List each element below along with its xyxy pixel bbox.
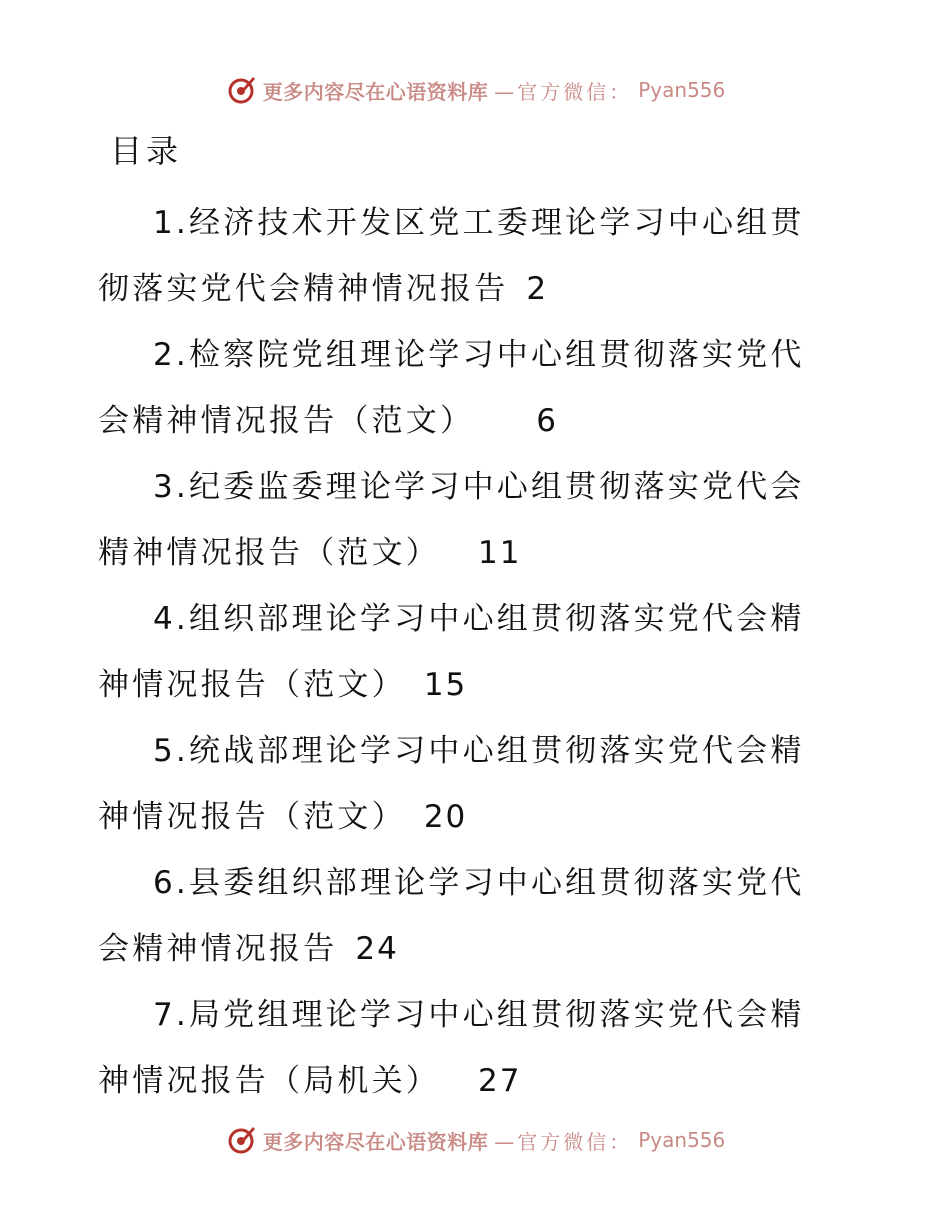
watermark-wechat-id: Pyan556	[638, 1128, 726, 1152]
watermark-text: 更多内容尽在心语资料库	[262, 1129, 489, 1154]
toc-entry-label: 7.局党组理论学习中心组贯彻落实党代会精神情况报告（局机关）	[98, 997, 805, 1099]
toc-entry[interactable]	[98, 190, 838, 322]
toc-entry-label: 2.检察院党组理论学习中心组贯彻落实党代会精神情况报告（范文）	[98, 337, 805, 439]
watermark-text: 更多内容尽在心语资料库	[262, 79, 489, 104]
toc-entry[interactable]	[98, 982, 838, 1114]
toc-entry-page: 11	[478, 535, 522, 571]
toc-entry[interactable]	[98, 322, 838, 454]
toc-entry-page: 15	[423, 667, 468, 703]
toc-entry-page: 27	[478, 1063, 522, 1099]
toc-entry-page: 20	[423, 799, 468, 835]
toc-entry-page: 24	[355, 931, 399, 967]
toc-entry-label: 3.纪委监委理论学习中心组贯彻落实党代会精神情况报告（范文）	[98, 469, 805, 571]
toc-entry-page: 6	[536, 403, 558, 439]
footer-watermark	[0, 1120, 950, 1160]
toc-entry-label: 4.组织部理论学习中心组贯彻落实党代会精神情况报告（范文）	[98, 601, 805, 703]
pen-logo-icon	[225, 74, 257, 106]
header-watermark	[0, 70, 950, 110]
pen-logo-icon	[225, 1124, 257, 1156]
toc-list	[0, 190, 950, 1114]
toc-entry[interactable]	[98, 718, 838, 850]
toc-entry-page: 2	[526, 271, 549, 307]
watermark-wechat-label: —官方微信：	[494, 1129, 633, 1154]
toc-entry[interactable]	[98, 586, 838, 718]
watermark-wechat-label: —官方微信：	[494, 79, 633, 104]
watermark-wechat-id: Pyan556	[638, 78, 726, 102]
toc-entry[interactable]	[98, 850, 838, 982]
toc-entry-label: 6.县委组织部理论学习中心组贯彻落实党代会精神情况报告	[98, 865, 805, 967]
toc-entry-label: 5.统战部理论学习中心组贯彻落实党代会精神情况报告（范文）	[98, 733, 805, 835]
toc-entry[interactable]	[98, 454, 838, 586]
toc-title: 目录	[110, 132, 183, 170]
toc-entry-label: 1.经济技术开发区党工委理论学习中心组贯彻落实党代会精神情况报告	[98, 205, 805, 307]
